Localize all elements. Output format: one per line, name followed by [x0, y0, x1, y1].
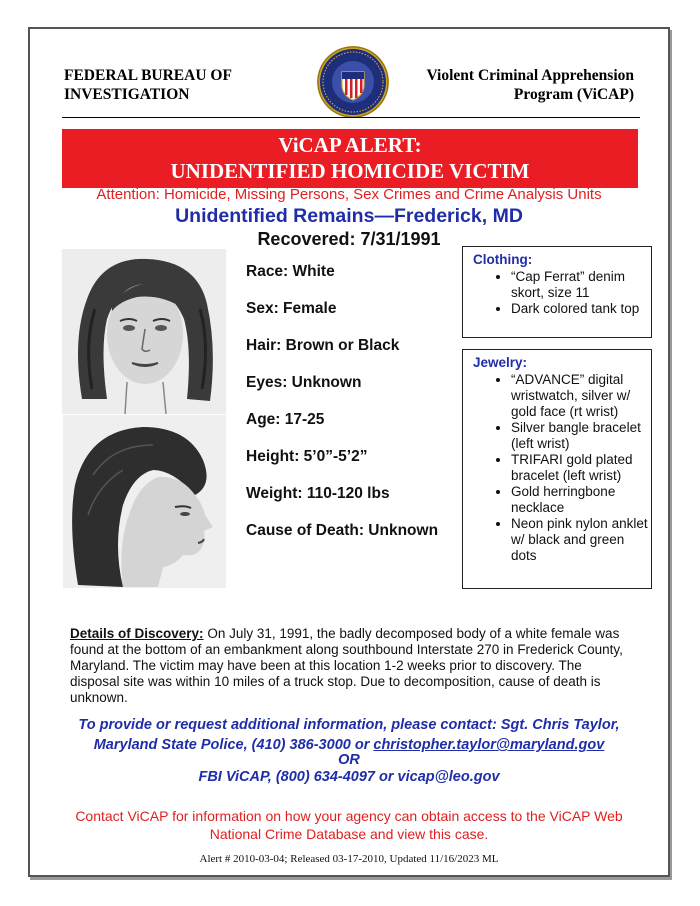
- header-left-line1: FEDERAL BUREAU OF: [64, 67, 232, 84]
- details-text: On July 31, 1991, the badly decomposed body of a white female was found at the bottom of an embankment along southbound Interstate 270 in Frederick County, Maryland. The victim may have been at this location 1-2 weeks prior to discovery. The disposal site was within 10 miles of a truck stop. Due to decomposition, cause of death is unknown.: [70, 626, 623, 705]
- fact-race: Race: White: [246, 263, 335, 280]
- alert-poster: [28, 27, 670, 877]
- list-item: • TRIFARI gold plated bracelet (left wrist): [511, 452, 651, 484]
- header-left: [64, 66, 232, 104]
- contact-email-link[interactable]: christopher.taylor@maryland.gov: [373, 737, 605, 753]
- fbi-seal-icon: [316, 45, 390, 119]
- attention-line: Attention: Homicide, Missing Persons, Sex Crimes and Crime Analysis Units: [96, 186, 602, 203]
- banner-line2: UNIDENTIFIED HOMICIDE VICTIM: [170, 159, 530, 183]
- contact-line2: [30, 737, 668, 753]
- banner-line1: ViCAP ALERT:: [278, 133, 422, 157]
- jewelry-title: Jewelry:: [473, 355, 528, 370]
- list-item: • Gold herringbone necklace: [511, 484, 651, 516]
- fact-hair: Hair: Brown or Black: [246, 337, 400, 354]
- fact-weight: Weight: 110-120 lbs: [246, 485, 390, 502]
- victim-sketch-profile: [63, 415, 226, 588]
- access-note: [30, 807, 668, 843]
- access-note-line2: National Crime Database and view this case.: [209, 826, 489, 842]
- list-item: • Neon pink nylon anklet w/ black and green dots: [511, 516, 651, 564]
- contact-line1: To provide or request additional information, please contact: Sgt. Chris Taylor,: [78, 717, 620, 733]
- header-divider: [62, 117, 640, 118]
- remains-title: Unidentified Remains—Frederick, MD: [175, 205, 523, 227]
- fact-cause-of-death: Cause of Death: Unknown: [246, 522, 439, 539]
- fact-age: Age: 17-25: [246, 411, 325, 428]
- fact-sex: Sex: Female: [246, 300, 337, 317]
- jewelry-box: [462, 349, 652, 589]
- header-right: [426, 66, 634, 104]
- fact-eyes: Eyes: Unknown: [246, 374, 362, 391]
- fact-height: Height: 5’0”-5’2”: [246, 448, 368, 465]
- contact-or: OR: [338, 752, 360, 768]
- alert-banner: [62, 129, 638, 188]
- list-item: • “ADVANCE” digital wristwatch, silver w/ gold face (rt wrist): [511, 372, 651, 420]
- list-item: • Dark colored tank top: [511, 301, 651, 317]
- victim-facts: [246, 263, 438, 559]
- access-note-line1: Contact ViCAP for information on how your agency can obtain access to the ViCAP Web: [75, 808, 623, 824]
- jewelry-list: [463, 372, 651, 564]
- contact-line2-prefix: Maryland State Police, (410) 386-3000 or: [93, 737, 374, 753]
- list-item: • Silver bangle bracelet (left wrist): [511, 420, 651, 452]
- list-item: • “Cap Ferrat” denim skort, size 11: [511, 269, 651, 301]
- victim-sketch-front: [62, 249, 226, 414]
- clothing-list: [463, 269, 651, 317]
- header-right-line2: Program (ViCAP): [513, 86, 634, 103]
- alert-release-line: Alert # 2010-03-04; Released 03-17-2010, Updated 11/16/2023 ML: [199, 853, 499, 865]
- details-of-discovery: [70, 626, 634, 706]
- recovered-date: Recovered: 7/31/1991: [257, 229, 441, 249]
- header-right-line1: Violent Criminal Apprehension: [426, 67, 634, 84]
- details-label: Details of Discovery:: [70, 626, 204, 641]
- clothing-title: Clothing:: [473, 252, 533, 267]
- header-left-line2: INVESTIGATION: [64, 86, 190, 103]
- contact-line3: FBI ViCAP, (800) 634-4097 or vicap@leo.gov: [198, 769, 500, 785]
- clothing-box: [462, 246, 652, 338]
